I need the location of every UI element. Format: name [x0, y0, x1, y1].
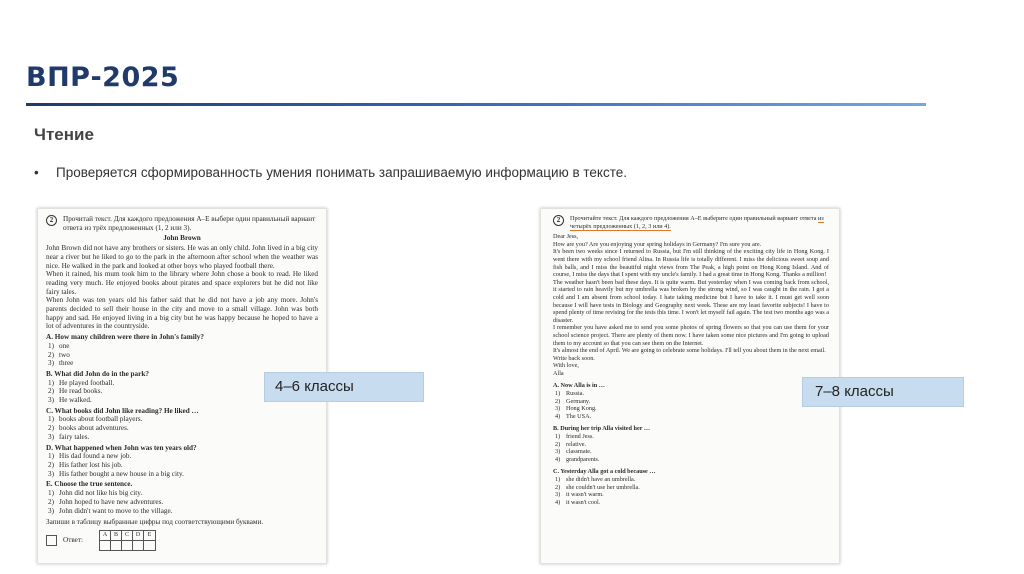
story-paragraph: John Brown did not have any brothers or sisters. He was an only child. John lived in a big city near a river but he liked to go to the park in the afternoon after school when the weather was nice. He walked in the park and looked at other boys who played football there.: [46, 244, 318, 270]
question-option: 2) His father lost his job.: [48, 460, 123, 469]
question-option: 3) fairy tales.: [48, 432, 90, 441]
question-title: C. What books did John like reading? He liked …: [46, 406, 199, 415]
letter-paragraph: I remember you have asked me to send you some photos of spring flowers so that you can use them for your school science project. There are plenty of them now. I have taken some nice pictures and I'm going to upload them to my account so that you can see them on the Internet.: [553, 324, 829, 347]
task-number: 2: [553, 215, 564, 226]
instruction-underlined: из четырёх предложенных (1, 2, 3 или 4).: [570, 215, 824, 230]
letter-greeting: Dear Jess,: [553, 233, 579, 241]
question-title: C. Yesterday Alla got a cold because …: [553, 468, 656, 476]
grade-label-4-6: 4–6 классы: [264, 372, 424, 402]
story-title: John Brown: [163, 234, 201, 243]
answer-table-header: [99, 530, 156, 541]
letter-paragraph: It's almost the end of April. We are going to celebrate some holidays. I'll tell you about them in the next email.: [553, 347, 826, 355]
worksheet-grade-7-8: [540, 208, 840, 564]
question-option: 3) His father bought a new house in a big city.: [48, 469, 184, 478]
letter-paragraph: How are you? Are you enjoying your spring holidays in Germany? I'm sure you are.: [553, 240, 762, 248]
question-option: 2) books about adventures.: [48, 424, 129, 433]
question-option: 1) one: [48, 341, 70, 350]
question-option: 3) classmate.: [555, 448, 592, 456]
question-title: D. What happened when John was ten years old?: [46, 443, 197, 452]
checkbox-square: [46, 535, 57, 546]
story-paragraph: When it rained, his mum took him to the library where John chose a book to read. He liked reading very much. He enjoyed books about pirates and space explorers but he did not like fairy tales.: [46, 270, 318, 296]
question-option: 3) it wasn't warm.: [555, 491, 604, 499]
bullet-dot: •: [34, 165, 39, 180]
grade-label-7-8: 7–8 классы: [802, 377, 964, 407]
question-title: B. During her trip Alla visited her …: [553, 425, 651, 433]
answer-letter: A: [100, 531, 111, 540]
answer-label: Ответ:: [63, 536, 84, 545]
letter-paragraph: It's been two weeks since I returned to Russia, but I'm still thinking of the exciting city life in Hong Kong. I went there with my school friend Alina. In Russia life is totally different. I miss the delicious sweet soup and fish balls, and I miss the beautiful night views from The Peak, a high point on Hong Kong Island. And of course, I miss the days that I spent with my uncle's family. I had a great time in Hong Kong. Thanks a million!: [553, 248, 829, 279]
question-option: 3) John didn't want to move to the village.: [48, 506, 173, 515]
question-option: 2) she couldn't use her umbrella.: [555, 483, 640, 491]
answer-cell: [111, 541, 122, 550]
question-option: 3) Hong Kong.: [555, 405, 597, 413]
question-option: 2) John hoped to have new adventures.: [48, 497, 164, 506]
table-instruction: Запиши в таблицу выбранные цифры под соответствующими буквами.: [46, 518, 264, 527]
letter-paragraph: The weather hasn't been bad these days. It is quite warm. But yesterday when I was coming back from school, it started to rain heavily but my umbrella was broken by the strong wind, so I was caught in the rain. I got a cold and I am absent from school today. I hate taking medicine but I have to take it. I must get well soon because I will have tests in Biology and Geography next week. These are my least favorite subjects! I have to spend plenty of time revising for the tests this time. I won't let myself fail again. The test two months ago was a disaster.: [553, 278, 829, 324]
answer-cell: [133, 541, 144, 550]
answer-cell: [144, 541, 155, 550]
question-option: 1) John did not like his big city.: [48, 489, 143, 498]
answer-cell: [100, 541, 111, 550]
header-rule: [26, 103, 926, 106]
question-title: B. What did John do in the park?: [46, 369, 149, 378]
story-paragraph: When John was ten years old his father said that he did not have a job any more. John's parents decided to sell their house in the city and move to a small village. John was both happy and sad. He enjoyed living in a big city but he was happy because he hoped to have a lot of adventures in the countryside.: [46, 296, 318, 331]
question-option: 1) she didn't have an umbrella.: [555, 476, 636, 483]
question-option: 4) it wasn't cool.: [555, 498, 601, 506]
question-option: 1) friend Jess.: [555, 433, 594, 441]
task-number: 2: [46, 215, 57, 226]
letter-closing: With love,: [553, 362, 579, 370]
answer-table-cells: [99, 541, 156, 551]
question-option: 1) He played football.: [48, 378, 115, 387]
answer-cell: [122, 541, 133, 550]
question-title: A. How many children were there in John's family?: [46, 333, 204, 342]
letter-closing: Write back soon.: [553, 354, 595, 362]
section-title: Чтение: [34, 125, 94, 144]
answer-letter: B: [111, 531, 122, 540]
question-option: 4) grandparents.: [555, 455, 600, 463]
question-title: E. Choose the true sentence.: [46, 480, 133, 489]
letter-closing: Alla: [553, 369, 564, 377]
bullet-item: [34, 165, 627, 180]
question-option: 4) The USA.: [555, 412, 592, 420]
task-instruction: Прочитайте текст. Для каждого предложения A–E выберите один правильный вариант ответа из четырёх предложенных (1, 2, 3 или 4).: [570, 215, 824, 230]
question-option: 2) Germany.: [555, 397, 591, 405]
question-option: 1) Russia.: [555, 390, 585, 398]
bullet-text: Проверяется сформированность умения понимать запрашиваемую информацию в тексте.: [56, 165, 628, 180]
answer-row: [46, 530, 318, 551]
question-option: 1) books about football players.: [48, 415, 143, 424]
answer-letter: E: [147, 531, 152, 538]
question-option: 3) three: [48, 359, 74, 368]
question-option: 2) relative.: [555, 440, 587, 448]
answer-letter: C: [122, 531, 133, 540]
logo: ВПР-2025: [26, 62, 180, 93]
question-option: 1) His dad found a new job.: [48, 452, 132, 461]
question-option: 3) He walked.: [48, 396, 92, 405]
question-title: A. Now Alla is in …: [553, 382, 605, 390]
answer-letter: D: [133, 531, 144, 540]
question-option: 2) He read books.: [48, 387, 103, 396]
task-instruction: Прочитай текст. Для каждого предложения A–E выбери один правильный вариант ответа из трёх предложенных (1, 2 или 3).: [63, 215, 316, 232]
question-option: 2) two: [48, 350, 70, 359]
